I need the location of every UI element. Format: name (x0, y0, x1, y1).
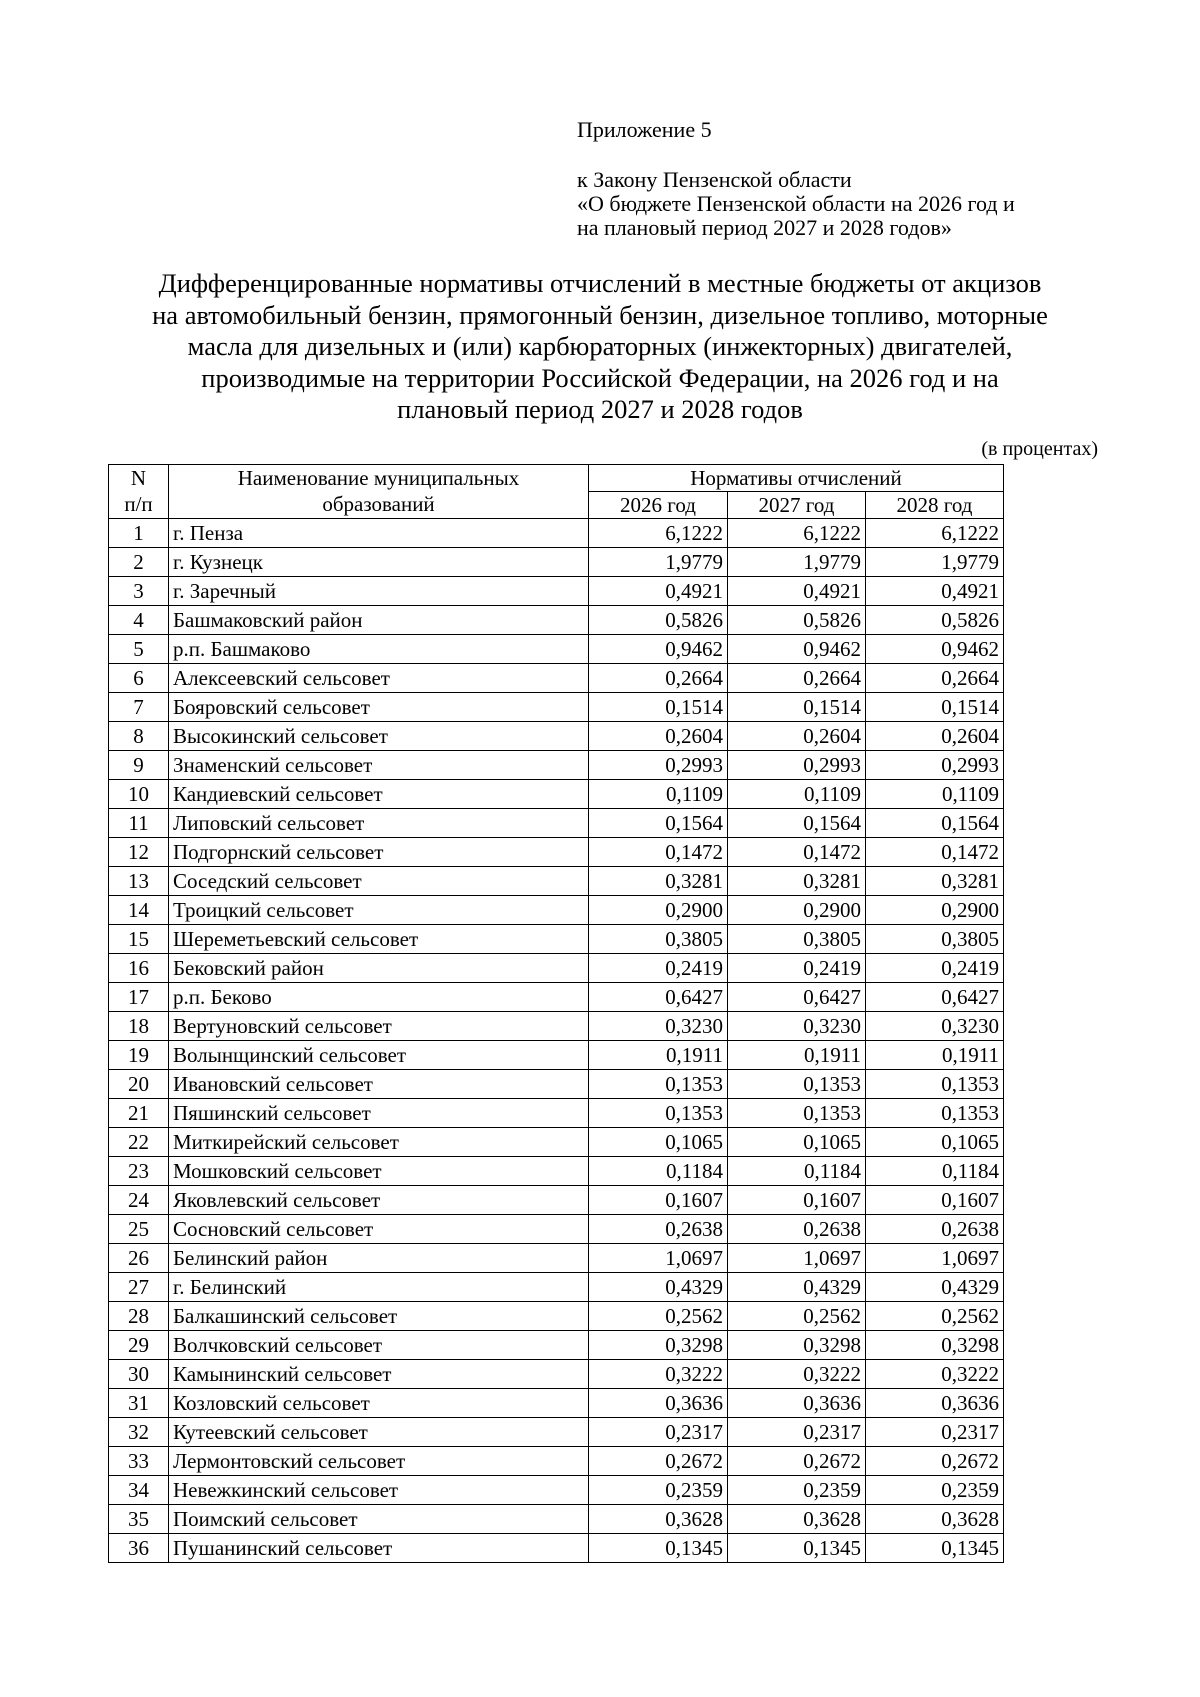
value-2028: 0,1065 (866, 1128, 1004, 1157)
value-2027: 0,4329 (728, 1273, 866, 1302)
row-number: 10 (109, 780, 169, 809)
row-number: 25 (109, 1215, 169, 1244)
value-2026: 0,1514 (589, 693, 728, 722)
value-2028: 0,1564 (866, 809, 1004, 838)
municipality-name: Сосновский сельсовет (169, 1215, 589, 1244)
value-2027: 0,5826 (728, 606, 866, 635)
municipality-name: Невежкинский сельсовет (169, 1476, 589, 1505)
title-line: на автомобильный бензин, прямогонный бензин, дизельное топливо, моторные (152, 299, 1048, 330)
value-2026: 0,1607 (589, 1186, 728, 1215)
value-2026: 0,1911 (589, 1041, 728, 1070)
table-row (109, 693, 1004, 722)
municipality-name: г. Пенза (169, 519, 589, 548)
municipality-name: Бековский район (169, 954, 589, 983)
row-number: 1 (109, 519, 169, 548)
value-2028: 0,6427 (866, 983, 1004, 1012)
municipality-name: Кандиевский сельсовет (169, 780, 589, 809)
value-2027: 0,3298 (728, 1331, 866, 1360)
header-number-line: N (130, 466, 147, 490)
value-2028: 0,5826 (866, 606, 1004, 635)
value-2026: 0,2562 (589, 1302, 728, 1331)
value-2028: 6,1222 (866, 519, 1004, 548)
municipality-name: Лермонтовский сельсовет (169, 1447, 589, 1476)
value-2026: 0,2359 (589, 1476, 728, 1505)
row-number: 4 (109, 606, 169, 635)
municipality-name: Волчковский сельсовет (169, 1331, 589, 1360)
table-row (109, 1099, 1004, 1128)
table-row (109, 1534, 1004, 1563)
table-row (109, 1302, 1004, 1331)
table-row (109, 1476, 1004, 1505)
municipality-name: Поимский сельсовет (169, 1505, 589, 1534)
value-2028: 1,9779 (866, 548, 1004, 577)
value-2028: 0,1911 (866, 1041, 1004, 1070)
table-row (109, 925, 1004, 954)
value-2028: 0,1109 (866, 780, 1004, 809)
row-number: 9 (109, 751, 169, 780)
municipality-name: Белинский район (169, 1244, 589, 1273)
value-2028: 0,3298 (866, 1331, 1004, 1360)
table-row (109, 896, 1004, 925)
value-2026: 0,4921 (589, 577, 728, 606)
municipality-name: Бояровский сельсовет (169, 693, 589, 722)
value-2027: 0,4921 (728, 577, 866, 606)
value-2027: 0,2672 (728, 1447, 866, 1476)
table-row (109, 722, 1004, 751)
row-number: 6 (109, 664, 169, 693)
value-2027: 0,1109 (728, 780, 866, 809)
municipality-name: Камынинский сельсовет (169, 1360, 589, 1389)
table-row (109, 867, 1004, 896)
value-2026: 0,3636 (589, 1389, 728, 1418)
table-row (109, 1447, 1004, 1476)
row-number: 34 (109, 1476, 169, 1505)
row-number: 31 (109, 1389, 169, 1418)
row-number: 13 (109, 867, 169, 896)
value-2026: 6,1222 (589, 519, 728, 548)
value-2026: 0,2664 (589, 664, 728, 693)
value-2028: 0,3222 (866, 1360, 1004, 1389)
value-2028: 0,2419 (866, 954, 1004, 983)
table-row (109, 1418, 1004, 1447)
municipality-name: Яковлевский сельсовет (169, 1186, 589, 1215)
value-2026: 0,1109 (589, 780, 728, 809)
header-year-2028: 2028 год (866, 492, 1004, 519)
value-2027: 0,3222 (728, 1360, 866, 1389)
value-2027: 0,3628 (728, 1505, 866, 1534)
value-2027: 0,1065 (728, 1128, 866, 1157)
value-2028: 0,1184 (866, 1157, 1004, 1186)
table-row (109, 1215, 1004, 1244)
municipality-name: Мошковский сельсовет (169, 1157, 589, 1186)
value-2026: 0,2900 (589, 896, 728, 925)
value-2027: 0,2317 (728, 1418, 866, 1447)
row-number: 24 (109, 1186, 169, 1215)
row-number: 17 (109, 983, 169, 1012)
value-2028: 0,3230 (866, 1012, 1004, 1041)
value-2028: 0,9462 (866, 635, 1004, 664)
value-2028: 0,2672 (866, 1447, 1004, 1476)
row-number: 19 (109, 1041, 169, 1070)
table-row (109, 954, 1004, 983)
row-number: 22 (109, 1128, 169, 1157)
table-row (109, 1128, 1004, 1157)
law-reference-line: на плановый период 2027 и 2028 годов» (577, 215, 952, 240)
normatives-table (108, 464, 1004, 1563)
row-number: 14 (109, 896, 169, 925)
title-line: масла для дизельных и (или) карбюраторных (инжекторных) двигателей, (187, 331, 1013, 361)
value-2026: 0,3222 (589, 1360, 728, 1389)
table-row (109, 809, 1004, 838)
header-number (109, 465, 169, 519)
table-row (109, 1273, 1004, 1302)
title-line: производимые на территории Российской Федерации, на 2026 год и на (201, 362, 999, 393)
value-2027: 0,6427 (728, 983, 866, 1012)
header-number-line: п/п (124, 492, 153, 516)
value-2026: 0,3628 (589, 1505, 728, 1534)
value-2027: 0,1345 (728, 1534, 866, 1563)
value-2028: 0,1353 (866, 1070, 1004, 1099)
row-number: 28 (109, 1302, 169, 1331)
header-year-2026: 2026 год (589, 492, 728, 519)
value-2027: 0,3230 (728, 1012, 866, 1041)
table-body (109, 519, 1004, 1563)
value-2026: 0,1472 (589, 838, 728, 867)
table-row (109, 577, 1004, 606)
value-2027: 0,2562 (728, 1302, 866, 1331)
value-2026: 0,2993 (589, 751, 728, 780)
value-2027: 0,3636 (728, 1389, 866, 1418)
value-2026: 0,9462 (589, 635, 728, 664)
table-row (109, 635, 1004, 664)
value-2028: 0,3628 (866, 1505, 1004, 1534)
value-2027: 0,1514 (728, 693, 866, 722)
value-2026: 0,3230 (589, 1012, 728, 1041)
value-2028: 0,2604 (866, 722, 1004, 751)
value-2028: 0,2562 (866, 1302, 1004, 1331)
municipality-name: г. Кузнецк (169, 548, 589, 577)
municipality-name: г. Белинский (169, 1273, 589, 1302)
table-row (109, 1331, 1004, 1360)
row-number: 27 (109, 1273, 169, 1302)
value-2026: 0,1345 (589, 1534, 728, 1563)
row-number: 8 (109, 722, 169, 751)
value-2028: 0,2638 (866, 1215, 1004, 1244)
value-2026: 0,2604 (589, 722, 728, 751)
value-2027: 1,0697 (728, 1244, 866, 1273)
value-2027: 0,9462 (728, 635, 866, 664)
value-2027: 0,3281 (728, 867, 866, 896)
value-2027: 1,9779 (728, 548, 866, 577)
row-number: 5 (109, 635, 169, 664)
municipality-name: р.п. Беково (169, 983, 589, 1012)
row-number: 2 (109, 548, 169, 577)
value-2027: 0,1911 (728, 1041, 866, 1070)
value-2028: 0,2317 (866, 1418, 1004, 1447)
value-2026: 0,3805 (589, 925, 728, 954)
row-number: 33 (109, 1447, 169, 1476)
municipality-name: Шереметьевский сельсовет (169, 925, 589, 954)
value-2027: 0,1564 (728, 809, 866, 838)
value-2027: 0,3805 (728, 925, 866, 954)
table-row (109, 1070, 1004, 1099)
value-2028: 0,4921 (866, 577, 1004, 606)
table-row (109, 664, 1004, 693)
table-row (109, 1505, 1004, 1534)
value-2028: 0,2664 (866, 664, 1004, 693)
value-2026: 0,1564 (589, 809, 728, 838)
units-note: (в процентах) (981, 438, 1098, 460)
title-line: плановый период 2027 и 2028 годов (397, 394, 803, 424)
value-2026: 0,5826 (589, 606, 728, 635)
table-row (109, 1041, 1004, 1070)
table-row (109, 548, 1004, 577)
value-2028: 0,1607 (866, 1186, 1004, 1215)
value-2027: 6,1222 (728, 519, 866, 548)
value-2027: 0,1353 (728, 1099, 866, 1128)
municipality-name: Высокинский сельсовет (169, 722, 589, 751)
row-number: 32 (109, 1418, 169, 1447)
header-name-line: образований (322, 492, 435, 516)
value-2028: 0,1345 (866, 1534, 1004, 1563)
table-row (109, 1360, 1004, 1389)
header-group: Нормативы отчислений (589, 465, 1004, 492)
value-2026: 0,3281 (589, 867, 728, 896)
header-name-line: Наименование муниципальных (237, 466, 520, 490)
value-2026: 0,2419 (589, 954, 728, 983)
value-2027: 0,2604 (728, 722, 866, 751)
value-2028: 0,1514 (866, 693, 1004, 722)
value-2028: 0,1472 (866, 838, 1004, 867)
value-2027: 0,1353 (728, 1070, 866, 1099)
value-2028: 0,2359 (866, 1476, 1004, 1505)
municipality-name: Знаменский сельсовет (169, 751, 589, 780)
header-year-2027: 2027 год (728, 492, 866, 519)
municipality-name: Балкашинский сельсовет (169, 1302, 589, 1331)
municipality-name: Башмаковский район (169, 606, 589, 635)
municipality-name: Миткирейский сельсовет (169, 1128, 589, 1157)
value-2027: 0,2664 (728, 664, 866, 693)
value-2027: 0,1607 (728, 1186, 866, 1215)
value-2027: 0,2638 (728, 1215, 866, 1244)
table-row (109, 1389, 1004, 1418)
value-2028: 0,4329 (866, 1273, 1004, 1302)
municipality-name: Соседский сельсовет (169, 867, 589, 896)
municipality-name: Кутеевский сельсовет (169, 1418, 589, 1447)
table-row (109, 519, 1004, 548)
value-2027: 0,1184 (728, 1157, 866, 1186)
row-number: 29 (109, 1331, 169, 1360)
municipality-name: Вертуновский сельсовет (169, 1012, 589, 1041)
law-reference (577, 168, 1015, 240)
value-2026: 0,2638 (589, 1215, 728, 1244)
value-2027: 0,1472 (728, 838, 866, 867)
value-2026: 0,2672 (589, 1447, 728, 1476)
value-2028: 1,0697 (866, 1244, 1004, 1273)
row-number: 30 (109, 1360, 169, 1389)
municipality-name: Волынщинский сельсовет (169, 1041, 589, 1070)
value-2026: 0,1353 (589, 1070, 728, 1099)
municipality-name: Подгорнский сельсовет (169, 838, 589, 867)
row-number: 16 (109, 954, 169, 983)
row-number: 23 (109, 1157, 169, 1186)
value-2026: 0,4329 (589, 1273, 728, 1302)
municipality-name: Козловский сельсовет (169, 1389, 589, 1418)
table-row (109, 838, 1004, 867)
law-reference-line: к Закону Пензенской области (577, 167, 852, 192)
value-2026: 0,1353 (589, 1099, 728, 1128)
value-2026: 0,6427 (589, 983, 728, 1012)
row-number: 36 (109, 1534, 169, 1563)
row-number: 11 (109, 809, 169, 838)
municipality-name: Ивановский сельсовет (169, 1070, 589, 1099)
title-line: Дифференцированные нормативы отчислений в местные бюджеты от акцизов (158, 268, 1042, 298)
header-name (169, 465, 589, 519)
municipality-name: Липовский сельсовет (169, 809, 589, 838)
row-number: 3 (109, 577, 169, 606)
municipality-name: Пяшинский сельсовет (169, 1099, 589, 1128)
document-title (100, 268, 1100, 426)
value-2028: 0,3281 (866, 867, 1004, 896)
municipality-name: Троицкий сельсовет (169, 896, 589, 925)
table-row (109, 606, 1004, 635)
table-row (109, 1186, 1004, 1215)
value-2026: 1,9779 (589, 548, 728, 577)
row-number: 12 (109, 838, 169, 867)
value-2027: 0,2359 (728, 1476, 866, 1505)
row-number: 35 (109, 1505, 169, 1534)
row-number: 26 (109, 1244, 169, 1273)
table-row (109, 1157, 1004, 1186)
appendix-label: Приложение 5 (577, 117, 712, 142)
municipality-name: г. Заречный (169, 577, 589, 606)
row-number: 20 (109, 1070, 169, 1099)
value-2026: 0,2317 (589, 1418, 728, 1447)
value-2027: 0,2993 (728, 751, 866, 780)
value-2028: 0,3805 (866, 925, 1004, 954)
value-2028: 0,1353 (866, 1099, 1004, 1128)
table-row (109, 780, 1004, 809)
value-2026: 0,1184 (589, 1157, 728, 1186)
table-row (109, 1012, 1004, 1041)
municipality-name: р.п. Башмаково (169, 635, 589, 664)
row-number: 21 (109, 1099, 169, 1128)
value-2028: 0,2993 (866, 751, 1004, 780)
value-2028: 0,3636 (866, 1389, 1004, 1418)
value-2026: 1,0697 (589, 1244, 728, 1273)
municipality-name: Пушанинский сельсовет (169, 1534, 589, 1563)
value-2026: 0,3298 (589, 1331, 728, 1360)
table-row (109, 983, 1004, 1012)
table-row (109, 1244, 1004, 1273)
row-number: 7 (109, 693, 169, 722)
value-2027: 0,2419 (728, 954, 866, 983)
row-number: 15 (109, 925, 169, 954)
table-row (109, 751, 1004, 780)
row-number: 18 (109, 1012, 169, 1041)
value-2026: 0,1065 (589, 1128, 728, 1157)
municipality-name: Алексеевский сельсовет (169, 664, 589, 693)
value-2027: 0,2900 (728, 896, 866, 925)
law-reference-line: «О бюджете Пензенской области на 2026 год и (577, 191, 1015, 216)
value-2028: 0,2900 (866, 896, 1004, 925)
